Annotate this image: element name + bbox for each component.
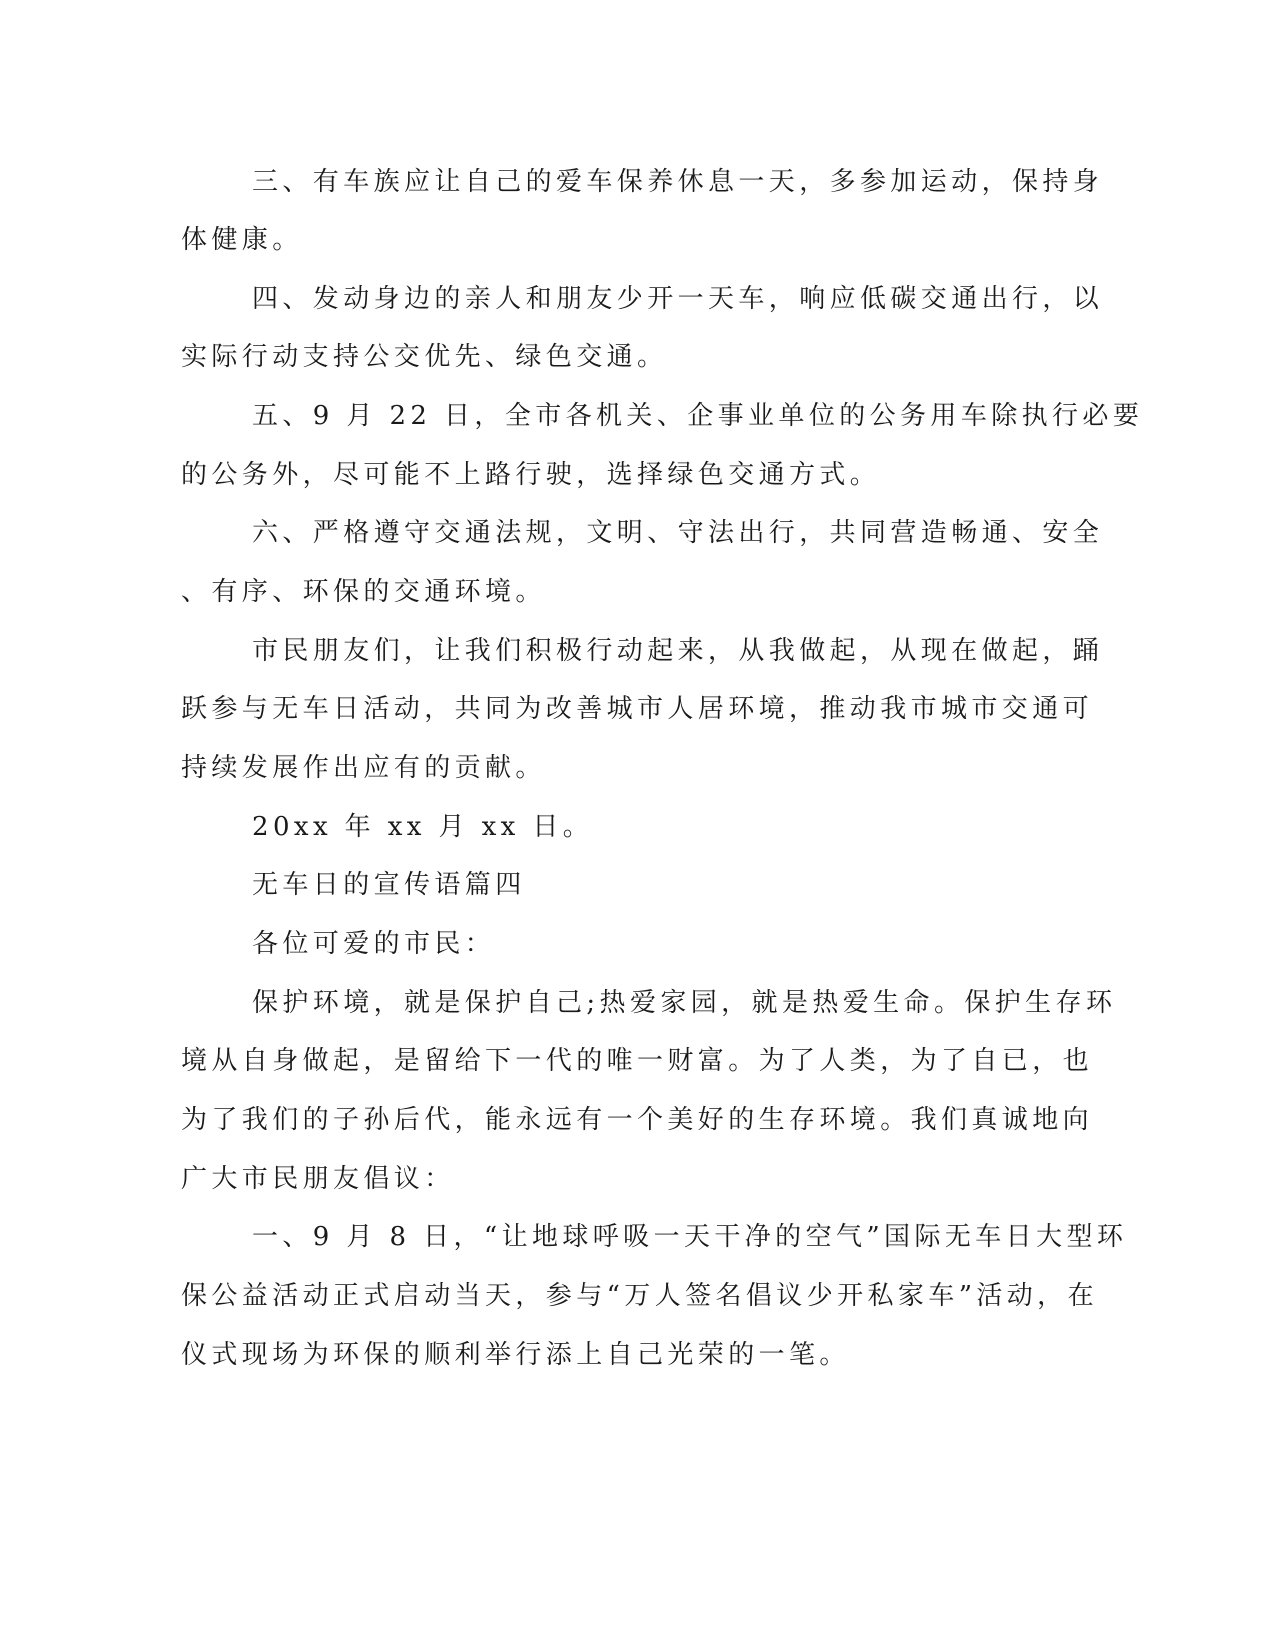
text-line: 保护环境，就是保护自己;热爱家园，就是热爱生命。保护生存环 bbox=[252, 988, 1117, 1018]
section-heading: 无车日的宣传语篇四 bbox=[252, 870, 526, 900]
text-line: 广大市民朋友倡议： bbox=[181, 1164, 455, 1194]
salutation: 各位可爱的市民： bbox=[252, 929, 496, 959]
text-line: 一、9 月 8 日，“让地球呼吸一天干净的空气”国际无车日大型环 bbox=[252, 1222, 1128, 1252]
text-line: 五、9 月 22 日，全市各机关、企事业单位的公务用车除执行必要 bbox=[252, 401, 1144, 431]
text-line: 保公益活动正式启动当天，参与“万人签名倡议少开私家车”活动，在 bbox=[181, 1281, 1098, 1311]
text-line: 的公务外，尽可能不上路行驶，选择绿色交通方式。 bbox=[181, 460, 881, 490]
text-line: 体健康。 bbox=[181, 225, 303, 255]
text-line: 跃参与无车日活动，共同为改善城市人居环境，推动我市城市交通可 bbox=[181, 694, 1094, 724]
text-line: 、有序、环保的交通环境。 bbox=[181, 577, 546, 607]
text-line: 六、严格遵守交通法规，文明、守法出行，共同营造畅通、安全 bbox=[252, 518, 1104, 548]
text-line: 境从自身做起，是留给下一代的唯一财富。为了人类，为了自已，也 bbox=[181, 1046, 1094, 1076]
text-line: 持续发展作出应有的贡献。 bbox=[181, 753, 546, 783]
text-line: 仪式现场为环保的顺利举行添上自己光荣的一笔。 bbox=[181, 1340, 850, 1370]
date-line: 20xx 年 xx 月 xx 日。 bbox=[252, 812, 594, 842]
text-line: 四、发动身边的亲人和朋友少开一天车，响应低碳交通出行，以 bbox=[252, 284, 1104, 314]
text-line: 实际行动支持公交优先、绿色交通。 bbox=[181, 342, 668, 372]
text-line: 市民朋友们，让我们积极行动起来，从我做起，从现在做起，踊 bbox=[252, 636, 1104, 666]
text-line: 为了我们的子孙后代，能永远有一个美好的生存环境。我们真诚地向 bbox=[181, 1105, 1094, 1135]
text-line: 三、有车族应让自己的爱车保养休息一天，多参加运动，保持身 bbox=[252, 167, 1104, 197]
